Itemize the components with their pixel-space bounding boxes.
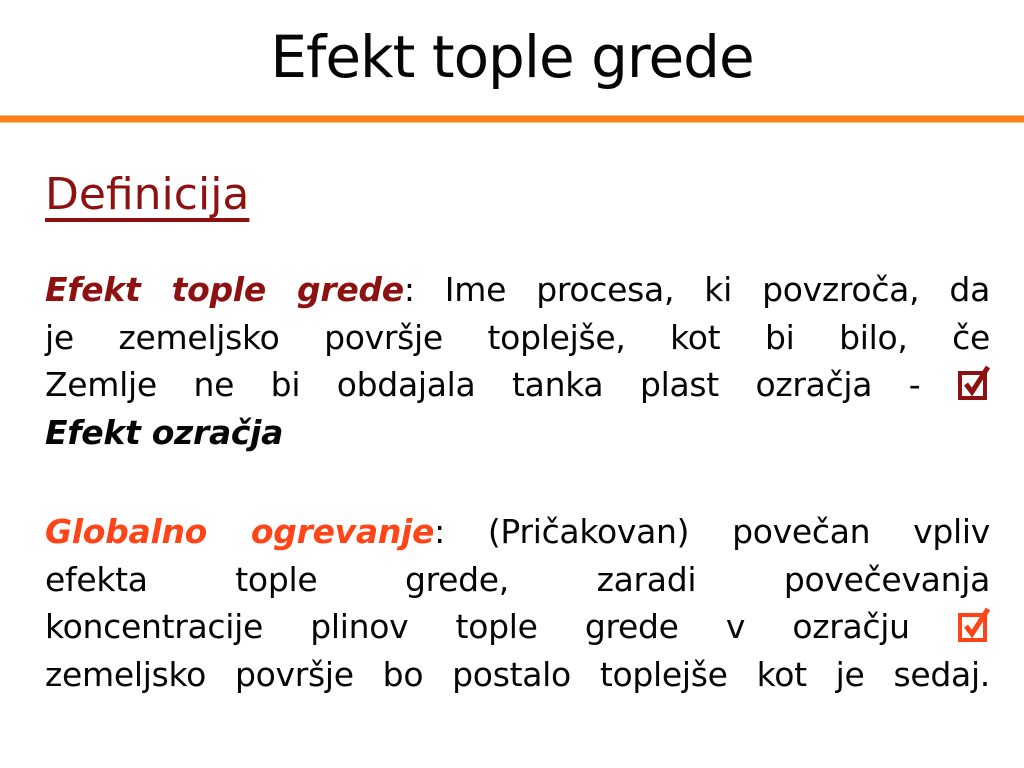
body-text: : Ime procesa, ki povzroča, da <box>403 270 990 309</box>
paragraph-line <box>45 603 990 651</box>
body-text: efekta tople grede, zaradi povečevanja <box>45 559 990 599</box>
checked-checkbox-icon <box>957 605 990 644</box>
slide-title: Efekt tople grede <box>270 23 754 91</box>
term-lead-text: Efekt tople grede <box>45 270 404 309</box>
paragraph-line <box>45 409 990 457</box>
emphasis-text: Efekt ozračja <box>45 412 284 452</box>
slide-body <box>0 122 1024 698</box>
paragraph-line <box>45 651 990 699</box>
section-heading: Definicija <box>45 169 250 220</box>
body-text: : (Pričakovan) povečan vpliv <box>434 512 990 551</box>
term-lead-text: Globalno ogrevanje <box>45 512 435 551</box>
paragraph-line <box>45 361 990 409</box>
paragraph-line <box>45 508 990 556</box>
body-text: koncentracije plinov tople grede v ozračju <box>45 607 910 646</box>
checked-checkbox-icon <box>957 363 990 402</box>
paragraph-line <box>45 556 990 604</box>
body-text: Zemlje ne bi obdajala tanka plast ozračja - <box>45 365 921 404</box>
body-text: zemeljsko površje bo postalo toplejše kot je sedaj. <box>45 654 990 694</box>
body-text: je zemeljsko površje toplejše, kot bi bilo, če <box>45 317 990 357</box>
definition-paragraph-global-warming <box>45 508 990 698</box>
paragraph-line <box>45 314 990 362</box>
paragraph-line <box>45 266 990 314</box>
definition-paragraph-greenhouse-effect <box>45 266 990 456</box>
